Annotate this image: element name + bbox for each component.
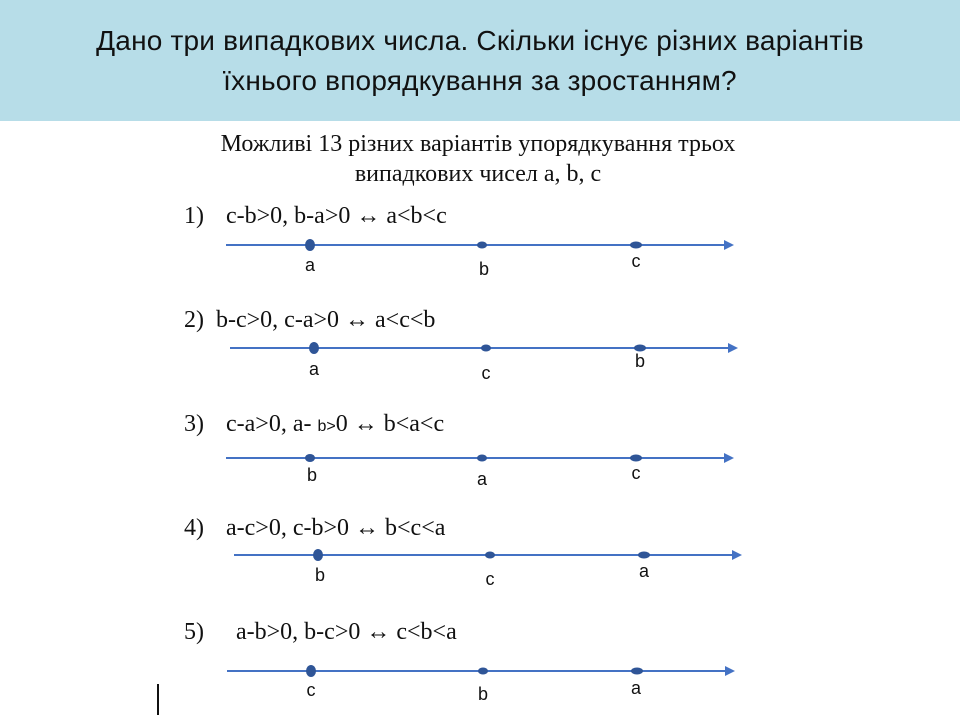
case-2-arrow-icon — [728, 343, 738, 353]
case-1-point-1 — [305, 239, 315, 251]
case-5-point-1-label: c — [306, 680, 316, 700]
case-2-point-2 — [481, 345, 491, 352]
slide-title-line-2: їхнього впорядкування за зростанням? — [223, 64, 737, 96]
case-4-point-1-label: b — [314, 565, 326, 585]
case-4-number: 4) — [184, 515, 204, 541]
case-2-number: 2) — [184, 307, 204, 333]
case-5-point-2-label: b — [477, 684, 489, 704]
figure-panel — [148, 121, 808, 720]
case-3-point-1-label: b — [306, 465, 318, 485]
case-4-number-line — [234, 547, 754, 567]
case-5-expression: a-b>0, b-c>0 ↔ c<b<a — [236, 619, 457, 645]
case-1-point-2-label: b — [478, 259, 490, 279]
case-4-point-3-label: a — [638, 561, 650, 581]
case-1-expression: c-b>0, b-a>0 ↔ a<b<c — [226, 203, 447, 229]
case-1-number: 1) — [184, 203, 204, 229]
case-3-arrow-icon — [724, 453, 734, 463]
case-3-expression-start: c-a>0, a- — [226, 411, 318, 437]
case-3-point-2 — [477, 455, 487, 462]
slide-title-banner — [0, 0, 960, 121]
case-3-expression-small: b> — [317, 418, 336, 435]
case-4-expression: a-c>0, c-b>0 ↔ b<c<a — [226, 515, 446, 541]
case-2-point-1-label: a — [308, 359, 320, 379]
case-4-arrow-icon — [732, 550, 742, 560]
case-2-number-line — [230, 340, 750, 360]
text-cursor — [157, 684, 159, 715]
case-5-label — [184, 619, 457, 646]
case-4-label — [184, 515, 445, 542]
case-1-number-line — [226, 237, 746, 257]
case-3-point-3-label: c — [631, 463, 641, 483]
case-4-point-1 — [313, 549, 323, 561]
figure-intro — [148, 129, 808, 189]
case-2-point-3-label: b — [634, 351, 646, 371]
case-3-number: 3) — [184, 411, 204, 437]
case-3-label — [184, 411, 444, 438]
case-5-number: 5) — [184, 619, 204, 645]
case-2-point-2-label: c — [481, 363, 491, 383]
case-5-point-1 — [306, 665, 316, 677]
case-5-point-3 — [631, 668, 643, 675]
slide-title-line-1: Дано три випадкових числа. Скільки існує різних варіантів — [96, 24, 864, 56]
figure-intro-line-2: випадкових чисел a, b, c — [354, 161, 602, 187]
case-4-point-2-label: c — [485, 569, 495, 589]
case-1-point-3-label: c — [631, 251, 641, 271]
case-4-point-3 — [638, 552, 650, 559]
case-1-arrow-icon — [724, 240, 734, 250]
case-1-point-3 — [630, 242, 642, 249]
case-3-expression-end: 0 ↔ b<a<c — [335, 411, 445, 437]
case-1-label — [184, 203, 447, 230]
case-5-arrow-icon — [725, 666, 735, 676]
case-2-label — [184, 307, 435, 334]
figure-intro-line-1: Можливі 13 різних варіантів упорядкування трьох — [220, 131, 736, 157]
case-1-point-2 — [477, 242, 487, 249]
case-5-point-3-label: a — [630, 678, 642, 698]
case-5-number-line — [227, 663, 747, 683]
case-3-point-1 — [305, 454, 315, 462]
case-2-expression: b-c>0, c-a>0 ↔ a<c<b — [216, 307, 436, 333]
case-4-point-2 — [485, 552, 495, 559]
case-2-point-1 — [309, 342, 319, 354]
case-3-point-3 — [630, 455, 642, 462]
case-1-point-1-label: a — [304, 255, 316, 275]
case-3-point-2-label: a — [476, 469, 488, 489]
case-3-number-line — [226, 450, 746, 470]
case-5-point-2 — [478, 668, 488, 675]
